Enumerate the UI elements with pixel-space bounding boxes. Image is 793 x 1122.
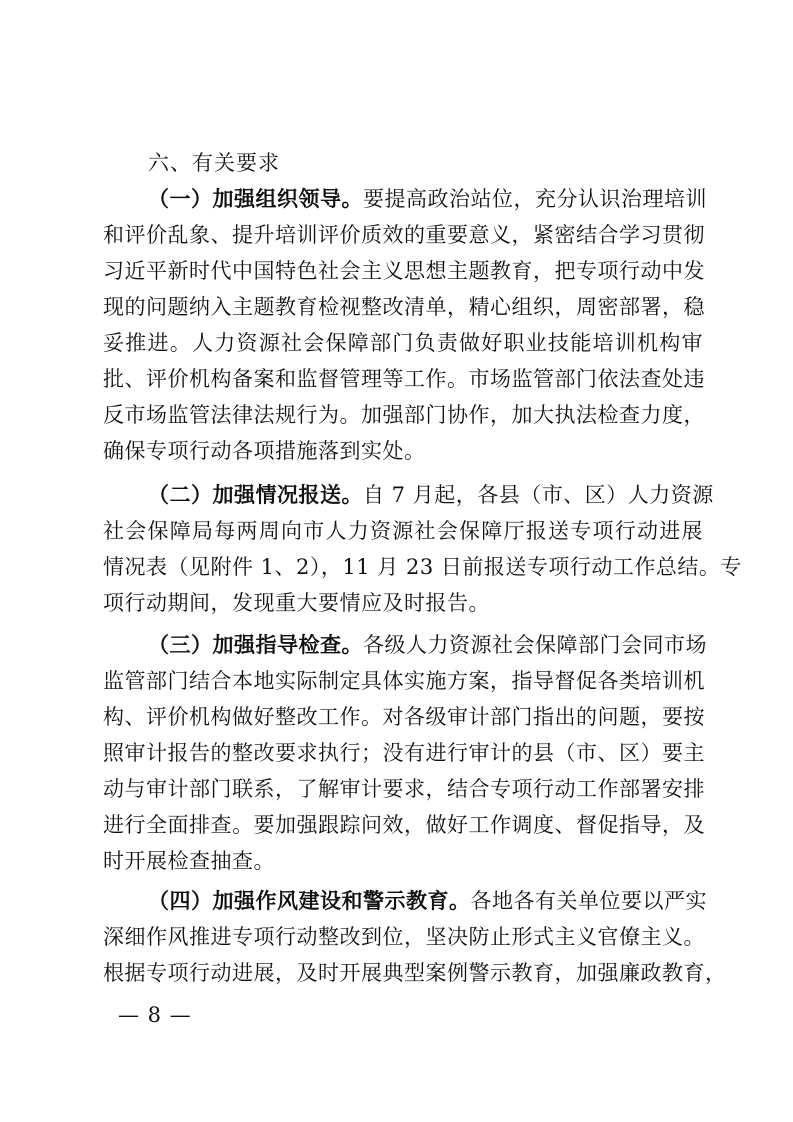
paragraph-3-line: 动与审计部门联系，了解审计要求，结合专项行动工作部署安排 (103, 777, 705, 801)
paragraph-3-line: 时开展检查抽查。 (103, 849, 275, 873)
paragraph-1-first-line (148, 184, 707, 214)
paragraph-1-first-text: 要提高政治站位，充分认识治理培训 (363, 187, 707, 211)
paragraph-3-line: 照审计报告的整改要求执行；没有进行审计的县（市、区）要主 (103, 741, 705, 765)
paragraph-1-line: 习近平新时代中国特色社会主义思想主题教育，把专项行动中发 (103, 259, 705, 283)
paragraph-2-line: 情况表（见附件 1、2），11 月 23 日前报送专项行动工作总结。专 (103, 555, 742, 579)
paragraph-4-line: 根据专项行动进展，及时开展典型案例警示教育，加强廉政教育， (103, 961, 727, 985)
paragraph-3-line: 构、评价机构做好整改工作。对各级审计部门指出的问题，要按 (103, 705, 705, 729)
paragraph-2-first-line (148, 480, 714, 510)
paragraph-4-lead: （四）加强作风建设和警示教育。 (148, 889, 471, 913)
paragraph-2-line: 项行动期间，发现重大要情应及时报告。 (103, 591, 490, 615)
paragraph-3-lead: （三）加强指导检查。 (148, 633, 363, 657)
paragraph-4-line: 深细作风推进专项行动整改到位，坚决防止形式主义官僚主义。 (103, 925, 705, 949)
paragraph-2-lead: （二）加强情况报送。 (148, 483, 363, 507)
paragraph-1-line: 批、评价机构备案和监督管理等工作。市场监管部门依法查处违 (103, 367, 705, 391)
paragraph-3-first-line (148, 630, 707, 660)
paragraph-1-line: 确保专项行动各项措施落到实处。 (103, 439, 426, 463)
paragraph-3-first-text: 各级人力资源社会保障部门会同市场 (363, 633, 707, 657)
paragraph-2-line: 社会保障局每两周向市人力资源社会保障厅报送专项行动进展 (103, 519, 703, 543)
paragraph-1-line: 和评价乱象、提升培训评价质效的重要意义，紧密结合学习贯彻 (103, 223, 705, 247)
page-number: — 8 — (118, 1003, 192, 1027)
paragraph-1-line: 现的问题纳入主题教育检视整改清单，精心组织，周密部署，稳 (103, 295, 705, 319)
paragraph-1-line: 妥推进。人力资源社会保障部门负责做好职业技能培训机构审 (103, 331, 703, 355)
paragraph-1-line: 反市场监管法律法规行为。加强部门协作，加大执法检查力度， (103, 403, 705, 427)
paragraph-3-line: 监管部门结合本地实际制定具体实施方案，指导督促各类培训机 (103, 669, 705, 693)
paragraph-3-line: 进行全面排查。要加强跟踪问效，做好工作调度、督促指导，及 (103, 813, 705, 837)
section-heading: 六、有关要求 (148, 151, 280, 175)
paragraph-4-first-line (148, 886, 707, 916)
paragraph-4-first-text: 各地各有关单位要以严实 (470, 889, 707, 913)
paragraph-1-lead: （一）加强组织领导。 (148, 187, 363, 211)
paragraph-2-first-text: 自 7 月起，各县（市、区）人力资源 (363, 483, 714, 507)
